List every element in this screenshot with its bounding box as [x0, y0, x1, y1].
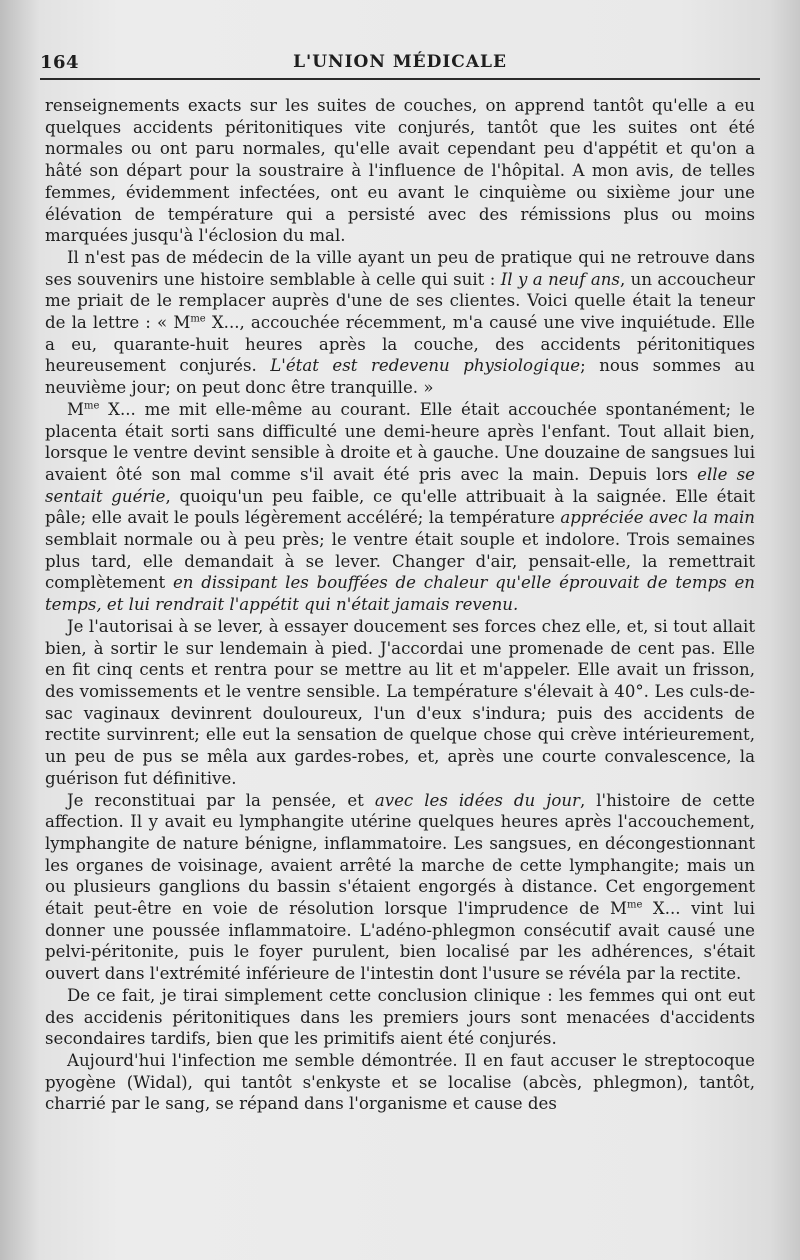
text-run: De ce fait, je tirai simplement cette conclusion clinique : les femmes qui ont eut des accidenis péritonitiques dans les premiers jours sont menacées d'accidents secondaires tardifs, bien que les primitifs aient été conjurés. — [45, 985, 755, 1049]
italic-phrase: en dissipant les bouffées de chaleur qu'elle éprouvait de temps en temps, et lui rendrait l'appétit qui n'était jamais revenu. — [45, 573, 755, 615]
text-run: , l'histoire de cette affection. Il y avait eu lymphangite utérine quelques heures après l'accouchement, lymphangite de nature bénigne, inflammatoire. Les sangsues, en décongestionnant les organes de voisinage, avaient arrêté la marche de cette lymphangite; mais un ou plusieurs ganglions du bassin s'étaient engorgés à distance. Cet engorgement était peut-être en voie de résolution lorsque l'imprudence de M — [45, 790, 755, 919]
paragraph — [45, 95, 755, 247]
text-run: Je reconstituai par la pensée, et — [67, 790, 375, 810]
paragraph — [45, 616, 755, 790]
text-run: renseignements exacts sur les suites de couches, on apprend tantôt qu'elle a eu quelques accidents péritonitiques vite conjurés, tantôt que les suites ont été normales ou ont paru normales, qu'elle avait cependant peu d'appétit et qu'on a hâté son départ pour la soustraire à l'influence de l'hôpital. A mon avis, de telles femmes, évidemment infectées, ont eu avant le cinquième ou sixième jour une élévation de température qui a persisté avec des rémissions plus ou moins marquées jusqu'à l'éclosion du mal. — [45, 96, 755, 246]
paragraph — [45, 247, 755, 399]
text-run: Aujourd'hui l'infection me semble démontrée. Il en faut accuser le streptocoque pyogène (Widal), qui tantôt s'enkyste et se localise (abcès, phlegmon), tantôt, charrié par le sang, se répand dans l'organisme et cause des — [45, 1050, 755, 1114]
text-run: , quoiqu'un peu faible, ce qu'elle attribuait à la saignée. Elle était pâle; elle avait le pouls légèrement accéléré; la température — [45, 486, 755, 528]
italic-phrase: appréciée avec la main — [560, 508, 755, 528]
text-run: , un accoucheur me priait de le remplacer auprès d'une de ses clientes. Voici quelle était la teneur de la lettre : « M — [45, 269, 755, 333]
page-header — [40, 50, 760, 80]
italic-phrase: L'état est redevenu physiologique — [270, 356, 581, 376]
text-run: X... vint lui donner une poussée inflammatoire. L'adéno-phlegmon consécutif avait causé une pelvi-péritonite, puis le foyer purulent, bien localisé par les adhérences, s'était ouvert dans l'extrémité inférieure de l'intestin dont l'usure se révéla par la rectite. — [45, 899, 755, 984]
text-run: Je l'autorisai à se lever, à essayer doucement ses forces chez elle, et, si tout allait bien, à sortir le sur lendemain à pied. J'accordai une promenade de cent pas. Elle en fit cinq cents et rentra pour se mettre au lit et m'appeler. Elle avait un frisson, des vomissements et le ventre sensible. La température s'élevait à 40°. Les culs-de-sac vaginaux devinrent douloureux, l'un d'eux s'indura; puis des accidents de rectite survinrent; elle eut la sensation de quelque chose qui crève intérieurement, un peu de pus se mêla aux gardes-robes, et, après une courte convalescence, la guérison fut définitive. — [45, 616, 755, 788]
text-run: M — [67, 399, 84, 419]
text-run: ; nous sommes au neuvième jour; on peut donc être tranquille. » — [45, 356, 755, 398]
italic-phrase: avec les idées du jour — [374, 790, 580, 810]
paragraph — [45, 790, 755, 985]
superscript: me — [190, 313, 206, 325]
italic-phrase: Il y a neuf ans — [500, 269, 620, 289]
text-run: Il n'est pas de médecin de la ville ayant un peu de pratique qui ne retrouve dans ses souvenirs une histoire semblable à celle qui suit : — [45, 247, 755, 289]
superscript: me — [626, 899, 643, 911]
header-rule — [40, 78, 760, 80]
text-run: X... me mit elle-même au courant. Elle était accouchée spontanément; le placenta était sorti sans difficulté une demi-heure après l'enfant. Tout allait bien, lorsque le ventre devint sensible à droite et à gauche. Une douzaine de sangsues lui avaient ôté son mal comme s'il avait été pris avec la main. Depuis lors — [45, 399, 755, 484]
paragraph — [45, 1050, 755, 1115]
text-run: X..., accouchée récemment, m'a causé une vive inquiétude. Elle a eu, quarante-huit heures après la couche, des accidents péritonitiques heureusement conjurés. — [45, 313, 756, 376]
italic-phrase: elle se sentait guérie — [45, 464, 755, 506]
page-number: 164 — [40, 52, 80, 73]
text-run: semblait normale ou à peu près; le ventre était souple et indolore. Trois semaines plus tard, elle demandait à se lever. Changer d'air, pensait-elle, la remettrait complètement — [45, 530, 755, 593]
running-title: L'UNION MÉDICALE — [293, 52, 507, 72]
paragraph — [45, 399, 755, 616]
body-text — [45, 95, 755, 1115]
paragraph — [45, 985, 755, 1050]
superscript: me — [84, 400, 100, 412]
